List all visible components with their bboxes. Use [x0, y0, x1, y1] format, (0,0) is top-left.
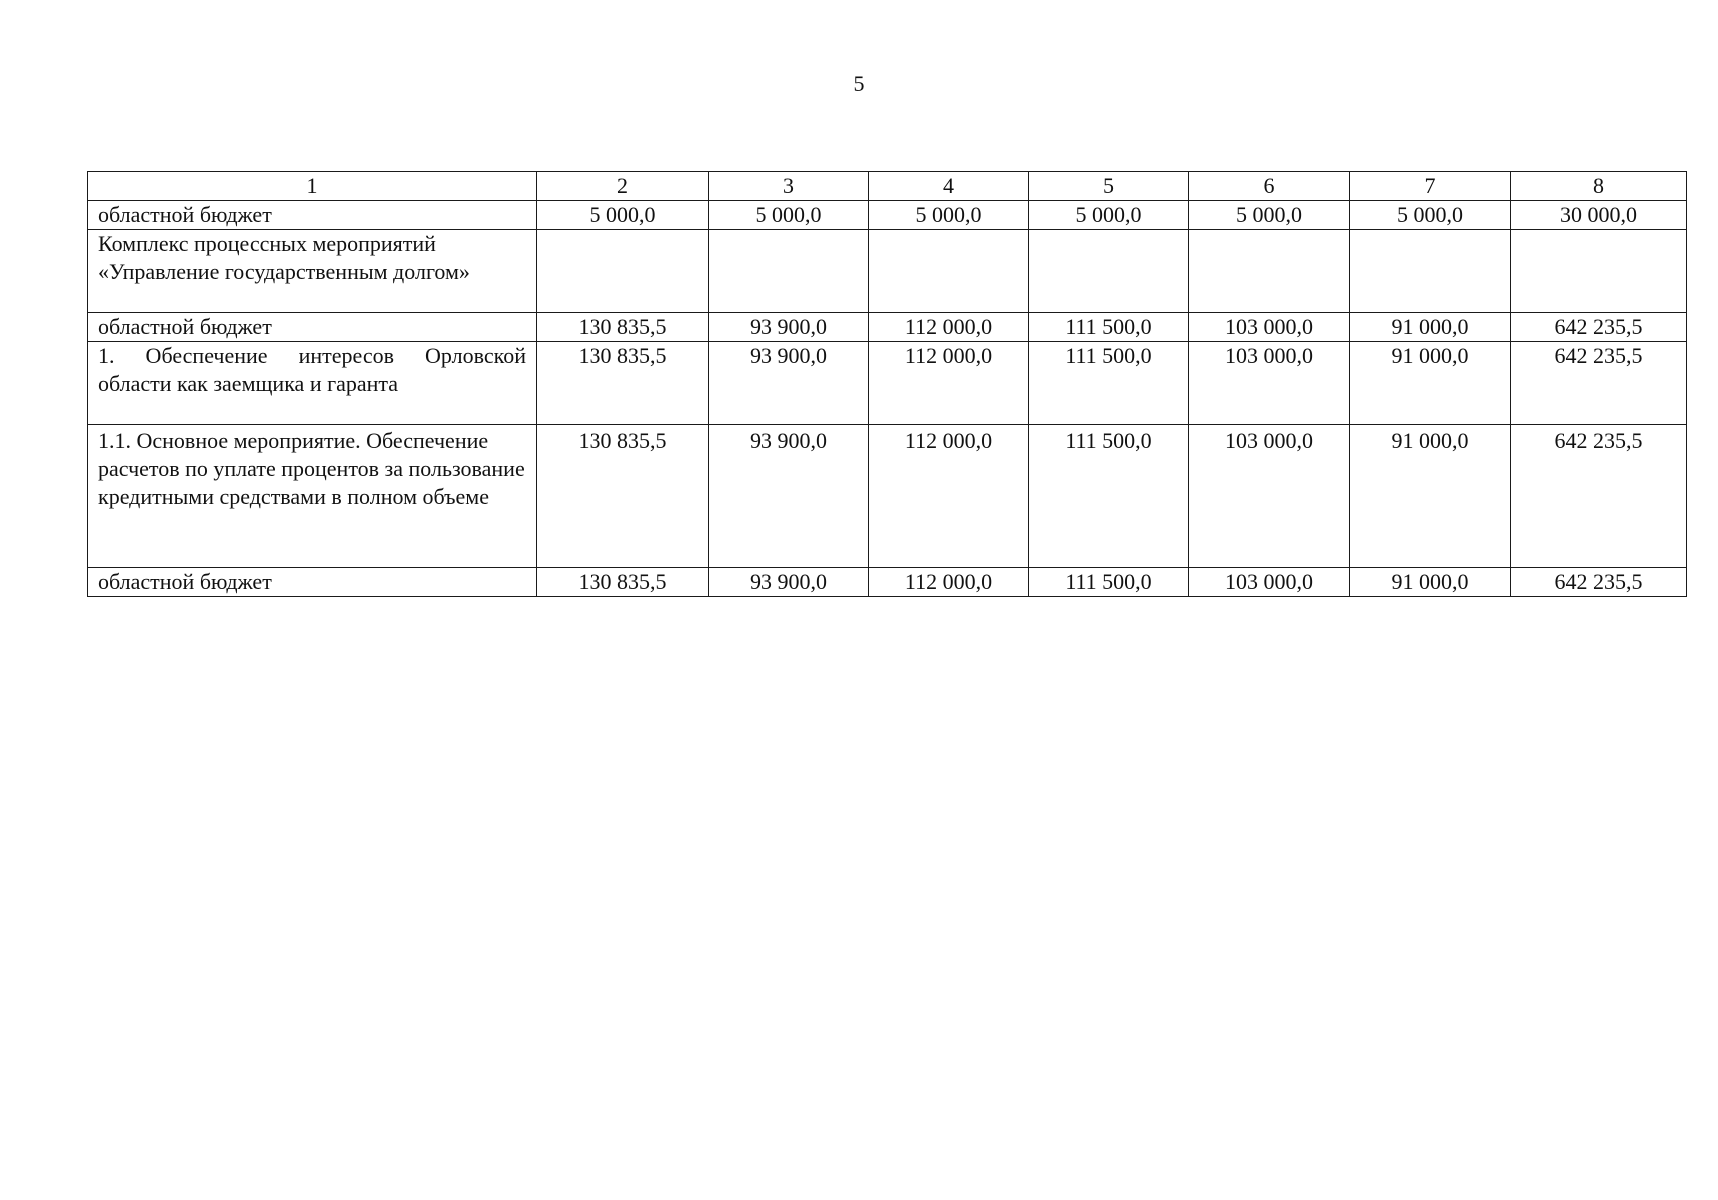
table-cell: 642 235,5	[1511, 313, 1687, 342]
table-cell: 93 900,0	[709, 568, 869, 597]
column-header: 5	[1029, 172, 1189, 201]
table-cell: 5 000,0	[1029, 201, 1189, 230]
table-cell: 93 900,0	[709, 313, 869, 342]
table-cell: 93 900,0	[709, 425, 869, 568]
table-cell: 91 000,0	[1350, 568, 1511, 597]
table-cell: 642 235,5	[1511, 342, 1687, 425]
table-row	[88, 201, 1687, 230]
table-cell: 130 835,5	[537, 313, 709, 342]
column-header: 2	[537, 172, 709, 201]
table-cell: 30 000,0	[1511, 201, 1687, 230]
table-row	[88, 230, 1687, 313]
row-label: областной бюджет	[88, 568, 537, 597]
table-cell: 130 835,5	[537, 568, 709, 597]
table-cell: 103 000,0	[1189, 313, 1350, 342]
table-cell	[1511, 230, 1687, 313]
column-header: 4	[869, 172, 1029, 201]
table-cell: 112 000,0	[869, 313, 1029, 342]
table-cell: 130 835,5	[537, 342, 709, 425]
table-cell: 111 500,0	[1029, 342, 1189, 425]
row-label: областной бюджет	[88, 201, 537, 230]
table-cell	[1189, 230, 1350, 313]
table-cell	[1350, 230, 1511, 313]
table-header-row	[88, 172, 1687, 201]
column-header: 8	[1511, 172, 1687, 201]
column-header: 6	[1189, 172, 1350, 201]
column-header: 1	[88, 172, 537, 201]
table-cell	[537, 230, 709, 313]
row-label: Комплекс процессных мероприятий «Управление государственным долгом»	[88, 230, 537, 313]
table-cell: 5 000,0	[869, 201, 1029, 230]
table-cell: 103 000,0	[1189, 425, 1350, 568]
table-cell: 103 000,0	[1189, 568, 1350, 597]
row-label: 1. Обеспечение интересов Орловской области как заемщика и гаранта	[88, 342, 537, 425]
table-cell: 112 000,0	[869, 568, 1029, 597]
table-cell: 5 000,0	[1189, 201, 1350, 230]
table-cell: 5 000,0	[537, 201, 709, 230]
table-cell	[1029, 230, 1189, 313]
table-cell: 112 000,0	[869, 342, 1029, 425]
table-cell: 5 000,0	[1350, 201, 1511, 230]
table-cell: 91 000,0	[1350, 342, 1511, 425]
table-cell: 111 500,0	[1029, 568, 1189, 597]
table-row	[88, 425, 1687, 568]
table-cell	[709, 230, 869, 313]
column-header: 3	[709, 172, 869, 201]
page-number: 5	[853, 71, 865, 96]
column-header: 7	[1350, 172, 1511, 201]
table-cell: 91 000,0	[1350, 313, 1511, 342]
table-cell: 642 235,5	[1511, 425, 1687, 568]
table-cell: 111 500,0	[1029, 313, 1189, 342]
table-cell: 91 000,0	[1350, 425, 1511, 568]
table-cell	[869, 230, 1029, 313]
table-cell: 642 235,5	[1511, 568, 1687, 597]
table-row	[88, 313, 1687, 342]
table-row	[88, 568, 1687, 597]
table-cell: 111 500,0	[1029, 425, 1189, 568]
table-cell: 5 000,0	[709, 201, 869, 230]
row-label: областной бюджет	[88, 313, 537, 342]
budget-table	[87, 171, 1687, 597]
table-cell: 93 900,0	[709, 342, 869, 425]
table-cell: 112 000,0	[869, 425, 1029, 568]
table-cell: 130 835,5	[537, 425, 709, 568]
row-label: 1.1. Основное мероприятие. Обеспечение расчетов по уплате процентов за пользование кредитными средствами в полном объеме	[88, 425, 537, 568]
table-row	[88, 342, 1687, 425]
table-cell: 103 000,0	[1189, 342, 1350, 425]
